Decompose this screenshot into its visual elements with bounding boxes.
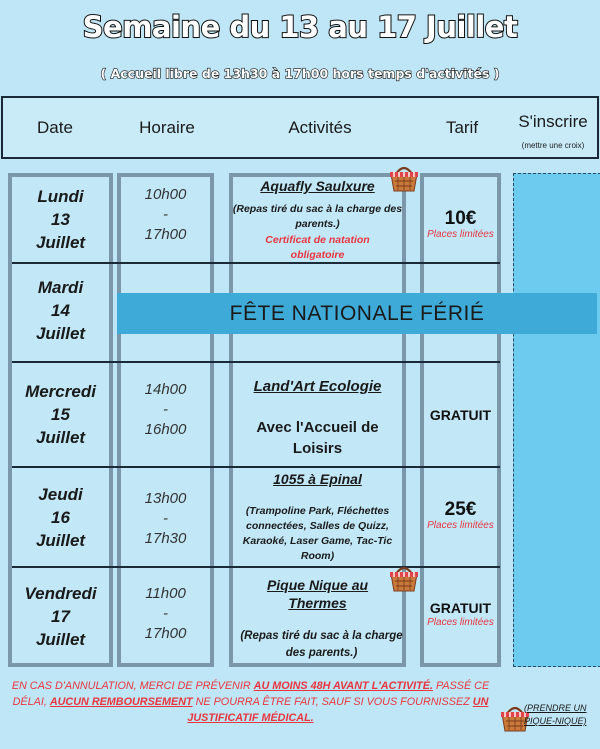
price-thursday: 25€ — [444, 499, 477, 520]
page-subtitle: ( Accueil libre de 13h30 à 17h00 hors temps d'activités ) — [100, 66, 500, 81]
signup-column[interactable] — [513, 173, 600, 667]
picnic-reminder: (PRENDRE UN PIQUE-NIQUE) — [524, 703, 587, 726]
price-friday: GRATUIT — [429, 600, 492, 616]
date-tuesday: Mardi 14 Juillet — [35, 278, 86, 343]
header-inscrire-note: (mettre une croix) — [521, 141, 585, 150]
activity-note-thursday: (Trampoline Park, Fléchettes connectées, Salles de Quizz, Karaoké, Laser Game, Tac-Tic Room) — [242, 505, 393, 562]
activity-title-monday: Aquafly Saulxure — [260, 178, 375, 194]
header-date: Date — [37, 117, 73, 137]
hours-friday: 11h00 - 17h00 — [144, 585, 187, 642]
activity-note-monday: (Repas tiré du sac à la charge des parents.) — [232, 203, 403, 230]
cancellation-notice: EN CAS D'ANNULATION, MERCI DE PRÉVENIR AU MOINS 48H AVANT L'ACTIVITÉ. PASSÉ CE DÉLAI, AUCUN REMBOURSEMENT NE POURRA ÊTRE FAIT, SAUF SI VOUS FOURNISSEZ UN JUSTIFICATIF MÉDICAL. — [11, 680, 490, 724]
date-thursday: Jeudi 16 Juillet — [35, 485, 86, 550]
row-divider — [12, 566, 500, 568]
activity-note-friday: (Repas tiré du sac à la charge des parents.) — [240, 630, 403, 659]
places-thursday: Places limitées — [427, 520, 494, 531]
date-wednesday: Mercredi 15 Juillet — [25, 382, 96, 447]
header-inscrire: S'inscrire — [518, 111, 588, 131]
hours-monday: 10h00 - 17h00 — [144, 186, 187, 243]
page-title: Semaine du 13 au 17 Juillet — [82, 10, 518, 44]
activity-title-friday: Pique Nique au Thermes — [266, 577, 369, 611]
holiday-banner: FÊTE NATIONALE FÉRIÉ — [117, 293, 597, 334]
row-divider — [12, 466, 500, 468]
picnic-basket-icon — [387, 560, 421, 594]
activity-title-thursday: 1055 à Epinal — [273, 471, 362, 487]
activity-warning-monday: Certificat de natation obligatoire — [265, 234, 370, 261]
header-tarif: Tarif — [445, 117, 479, 137]
header-horaire: Horaire — [139, 117, 195, 137]
activity-title-wednesday: Land'Art Ecologie — [253, 378, 382, 395]
places-monday: Places limitées — [427, 229, 494, 240]
price-wednesday: GRATUIT — [429, 407, 492, 423]
price-monday: 10€ — [444, 208, 477, 229]
date-monday: Lundi 13 Juillet — [35, 187, 86, 252]
hours-wednesday: 14h00 - 16h00 — [144, 381, 187, 438]
date-friday: Vendredi 17 Juillet — [24, 584, 97, 649]
header-activites: Activités — [288, 117, 352, 137]
picnic-basket-icon — [387, 160, 421, 194]
table-header — [1, 96, 599, 159]
places-friday: Places limitées — [427, 617, 494, 628]
hours-thursday: 13h00 - 17h30 — [144, 490, 187, 547]
activity-note-wednesday: Avec l'Accueil de Loisirs — [256, 419, 379, 457]
row-divider — [12, 361, 500, 363]
